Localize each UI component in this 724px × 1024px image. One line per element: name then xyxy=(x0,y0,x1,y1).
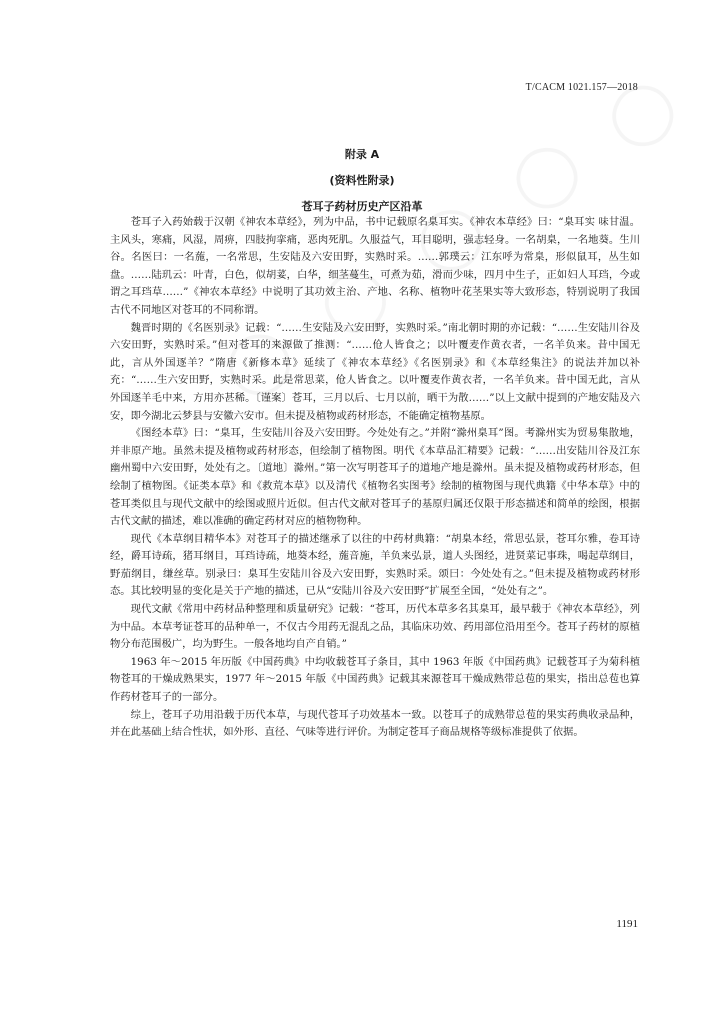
paragraph: 1963 年～2015 年历版《中国药典》中均收载苍耳子条目，其中 1963 年版《中国药典》记载苍耳子为菊科植物苍耳的干燥成熟果实，1977 年～2015 年版《中国药典》记载其来源苍耳干燥成熟带总苞的果实，指出总苞也算作药材苍耳子的一部分。 xyxy=(110,655,640,704)
appendix-label: 附录 A xyxy=(344,148,380,161)
appendix-type: (资料性附录) xyxy=(329,174,395,187)
paragraph: 魏晋时期的《名医别录》记载：“……生安陆及六安田野，实熟时采。”南北朝时期的亦记载：“……生安陆川谷及六安田野，实熟时采。”但对苍耳的来源做了推测：“……伧人皆食之；以叶覆麦作黄衣者，一名羊负来。昔中国无此，言从外国逐羊？”隋唐《新修本草》延续了《神农本草经》《名医别录》和《本草经集注》的说法并加以补充：“……生六安田野，实熟时采。此是常思菜，伧人皆食之。以叶覆麦作黄衣者，一名羊负来。昔中国无此，言从外国逐羊毛中来，方用亦甚稀。〔谨案〕苍耳，三月以后、七月以前，晒干为散……”以上文献中提到的产地安陆及六安，即今湖北云梦县与安徽六安市。但未提及植物或药材形态，不能确定植物基原。 xyxy=(110,321,640,422)
paragraph: 综上，苍耳子功用沿载于历代本草，与现代苍耳子功效基本一致。以苍耳子的成熟带总苞的果实药典收录品种，并在此基础上结合性状，如外形、直径、气味等进行评价。为制定苍耳子商品规格等级标准提供了依据。 xyxy=(110,708,640,739)
standard-code-header: T/CACM 1021.157—2018 xyxy=(525,82,638,93)
page-number: 1191 xyxy=(616,918,638,930)
paragraph: 现代文献《常用中药材品种整理和质量研究》记载：“苍耳，历代本草多名其臬耳，最早载于《神农本草经》，列为中品。本草考证苍耳的品种单一，不仅古今用药无混乱之品，其临床功效、药用部位沿用至今。苍耳子药材的原植物分布范围极广，均为野生。一般各地均自产自销。” xyxy=(110,603,640,651)
paragraph: 苍耳子入药始载于汉朝《神农本草经》，列为中品，书中记载原名臬耳实。《神农本草经》曰：“臬耳实 味甘温。主风头，寒痛，风湿，周痹，四肢拘挛痛，恶肉死肌。久服益气，耳目聪明，强志轻身。一名胡臬，一名地葵。生川谷。名医曰：一名葹，一名常思，生安陆及六安田野，实熟时采。……郭璞云：江东呼为常臬，形似鼠耳，丛生如盘。……陆玑云：叶青，白色，似胡荽，白华，细茎蔓生，可煮为茹，滑而少味，四月中生子，正如妇人耳珰，今或谓之耳珰草……”《神农本草经》中说明了其功效主治、产地、名称、植物叶花茎果实等大致形态，特别说明了我国古代不同地区对苍耳的不同称谓。 xyxy=(110,216,640,316)
appendix-title: 苍耳子药材历史产区沿革 xyxy=(301,200,423,213)
paragraph: 《图经本草》曰：“臬耳，生安陆川谷及六安田野。今处处有之。”并附“滁州臬耳”图。考滁州实为贸易集散地，并非原产地。虽然未提及植物或药材形态，但绘制了植物图。明代《本草品汇精要》记载：“……出安陆川谷及江东幽州蜀中六安田野，处处有之。〔道地〕滁州。”第一次写明苍耳子的道地产地是滁州。虽未提及植物或药材形态，但绘制了植物图。《证类本草》和《救荒本草》以及清代《植物名实图考》绘制的植物图与现代典籍《中华本草》中的苍耳类似且与现代文献中的绘图或照片近似。但古代文献对苍耳子的基原归属还仅限于形态描述和简单的绘图，根据古代文献的描述，难以准确的确定药材对应的植物物种。 xyxy=(110,427,640,528)
body-text xyxy=(110,214,640,742)
paragraph: 现代《本草纲目精华本》对苍耳子的描述继承了以往的中药材典籍：“胡臬本经，常思弘景，苍耳尔雅，卷耳诗经，爵耳诗疏，猪耳纲目，耳珰诗疏，地葵本经，葹音施，羊负来弘景，道人头图经，进贤菜记事珠，喝起草纲目，野茄纲目，缣丝草。别录曰：臬耳生安陆川谷及六安田野，实熟时采。颂曰：今处处有之。”但未提及植物或药材形态。其比较明显的变化是关于产地的描述，已从“安陆川谷及六安田野”扩展至全国，“处处有之”。 xyxy=(110,532,640,598)
